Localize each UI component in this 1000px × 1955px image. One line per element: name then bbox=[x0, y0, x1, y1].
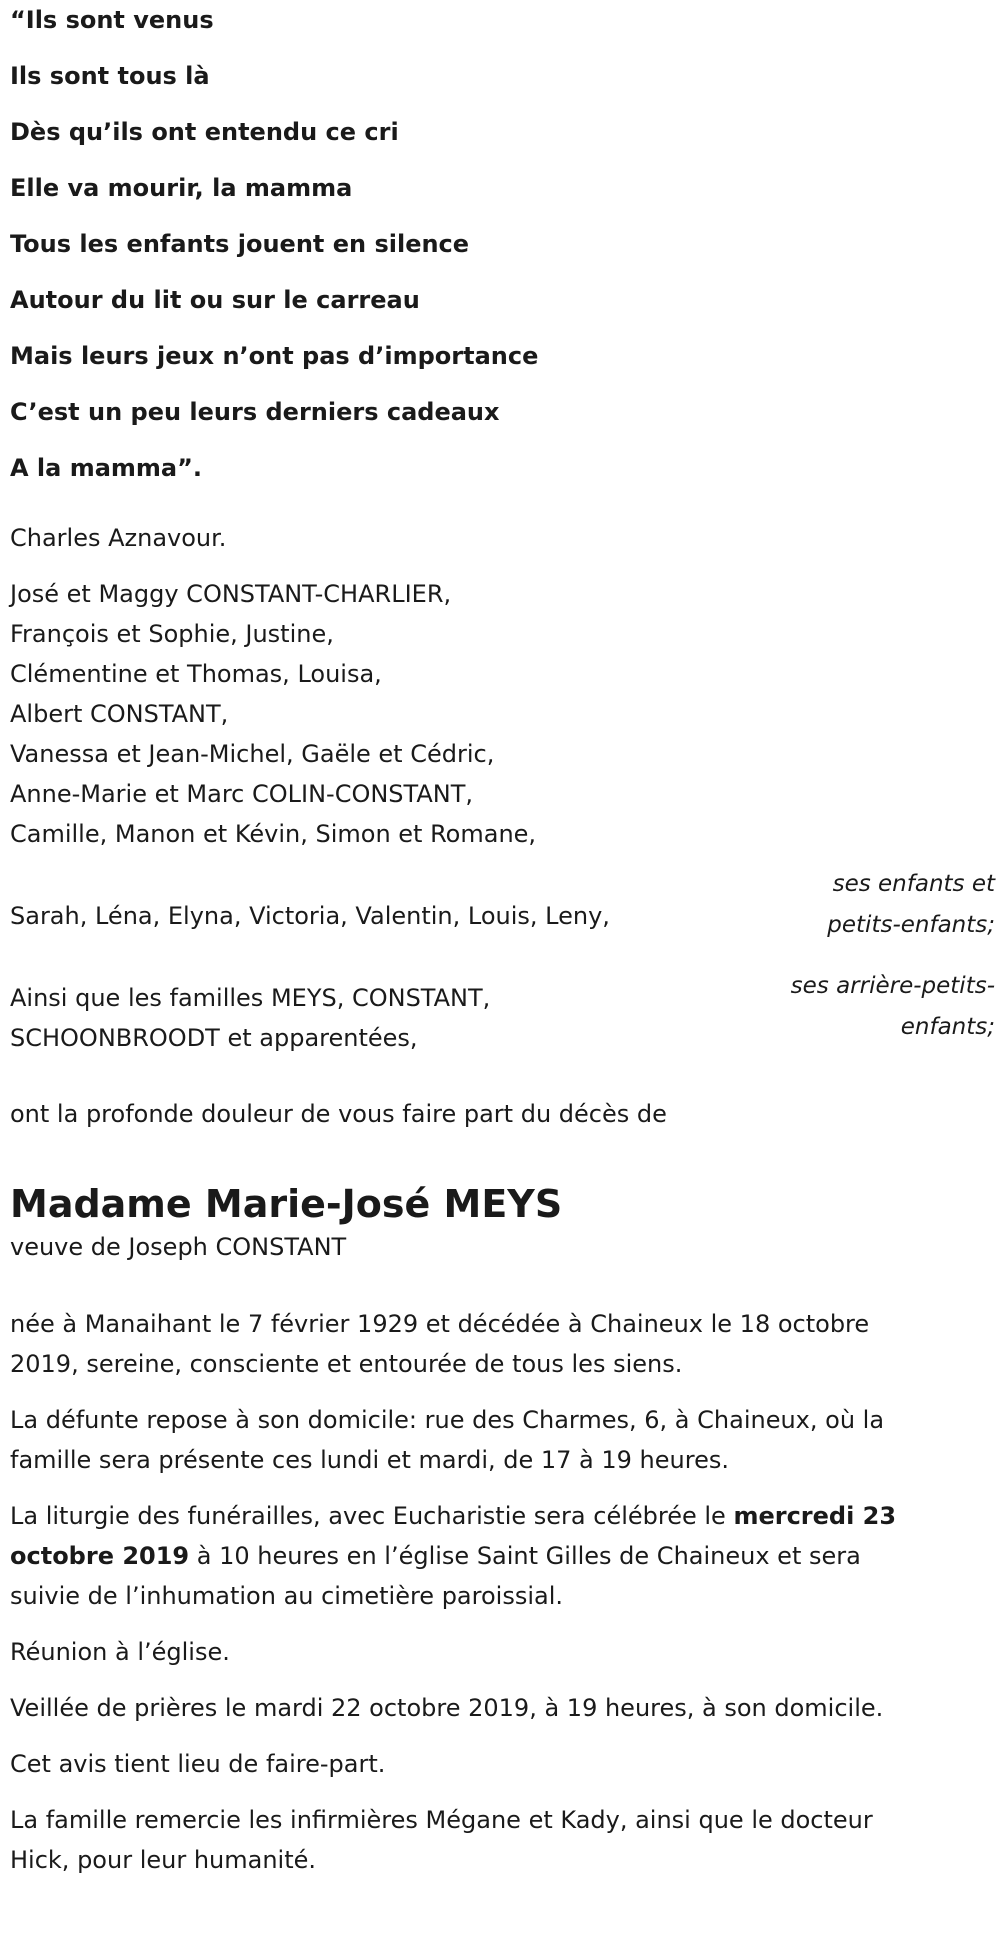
liturgy-line: octobre 2019 à 10 heures en l’église Saint Gilles de Chaineux et sera bbox=[10, 1542, 861, 1570]
thanks-line: La famille remercie les infirmières Mégane et Kady, ainsi que le docteur bbox=[10, 1806, 873, 1834]
poem-line: C’est un peu leurs derniers cadeaux bbox=[10, 398, 500, 426]
poem-line: Elle va mourir, la mamma bbox=[10, 174, 353, 202]
family-line: Camille, Manon et Kévin, Simon et Romane, bbox=[10, 820, 537, 848]
poem-line: Mais leurs jeux n’ont pas d’importance bbox=[10, 342, 539, 370]
widow-of: veuve de Joseph CONSTANT bbox=[10, 1233, 347, 1261]
other-families-line: Ainsi que les familles MEYS, CONSTANT, bbox=[10, 984, 491, 1012]
birth-death-line: 2019, sereine, consciente et entourée de tous les siens. bbox=[10, 1350, 683, 1378]
repose-line: La défunte repose à son domicile: rue des Charmes, 6, à Chaineux, où la bbox=[10, 1406, 885, 1434]
poem-line: Ils sont tous là bbox=[10, 62, 210, 90]
vigil-line: Veillée de prières le mardi 22 octobre 2019, à 19 heures, à son domicile. bbox=[10, 1694, 884, 1722]
other-families-line: SCHOONBROODT et apparentées, bbox=[10, 1024, 418, 1052]
thanks-line: Hick, pour leur humanité. bbox=[10, 1846, 317, 1874]
poem-line: “Ils sont venus bbox=[10, 6, 214, 34]
family-line: Anne-Marie et Marc COLIN-CONSTANT, bbox=[10, 780, 473, 808]
repose-line: famille sera présente ces lundi et mardi, de 17 à 19 heures. bbox=[10, 1446, 729, 1474]
notice-line: Cet avis tient lieu de faire-part. bbox=[10, 1750, 386, 1778]
announcement: ont la profonde douleur de vous faire part du décès de bbox=[10, 1100, 667, 1128]
reunion-line: Réunion à l’église. bbox=[10, 1638, 230, 1666]
birth-death-line: née à Manaihant le 7 février 1929 et décédée à Chaineux le 18 octobre bbox=[10, 1310, 870, 1338]
children-relation: ses enfants et petits-enfants; bbox=[827, 871, 995, 938]
great-grandchildren-relation: ses arrière-petits- enfants; bbox=[790, 973, 995, 1040]
family-line: Vanessa et Jean-Michel, Gaële et Cédric, bbox=[10, 740, 495, 768]
details bbox=[10, 1304, 995, 1880]
poem-line: Tous les enfants jouent en silence bbox=[10, 230, 470, 258]
family-line: Clémentine et Thomas, Louisa, bbox=[10, 660, 382, 688]
great-grandchildren-line: Sarah, Léna, Elyna, Victoria, Valentin, Louis, Leny, bbox=[10, 902, 610, 930]
family-line: José et Maggy CONSTANT-CHARLIER, bbox=[10, 580, 452, 608]
poem-author: Charles Aznavour. bbox=[10, 524, 227, 552]
deceased-name: Madame Marie-José MEYS bbox=[10, 1182, 563, 1226]
poem-line: Autour du lit ou sur le carreau bbox=[10, 286, 420, 314]
family-line: François et Sophie, Justine, bbox=[10, 620, 334, 648]
obituary-page bbox=[10, 0, 995, 1880]
poem-line: A la mamma”. bbox=[10, 454, 203, 482]
poem bbox=[10, 0, 995, 496]
family-list bbox=[10, 574, 995, 1058]
liturgy-line: La liturgie des funérailles, avec Eucharistie sera célébrée le mercredi 23 bbox=[10, 1502, 897, 1530]
poem-line: Dès qu’ils ont entendu ce cri bbox=[10, 118, 399, 146]
liturgy-line: suivie de l’inhumation au cimetière paroissial. bbox=[10, 1582, 564, 1610]
family-line: Albert CONSTANT, bbox=[10, 700, 229, 728]
